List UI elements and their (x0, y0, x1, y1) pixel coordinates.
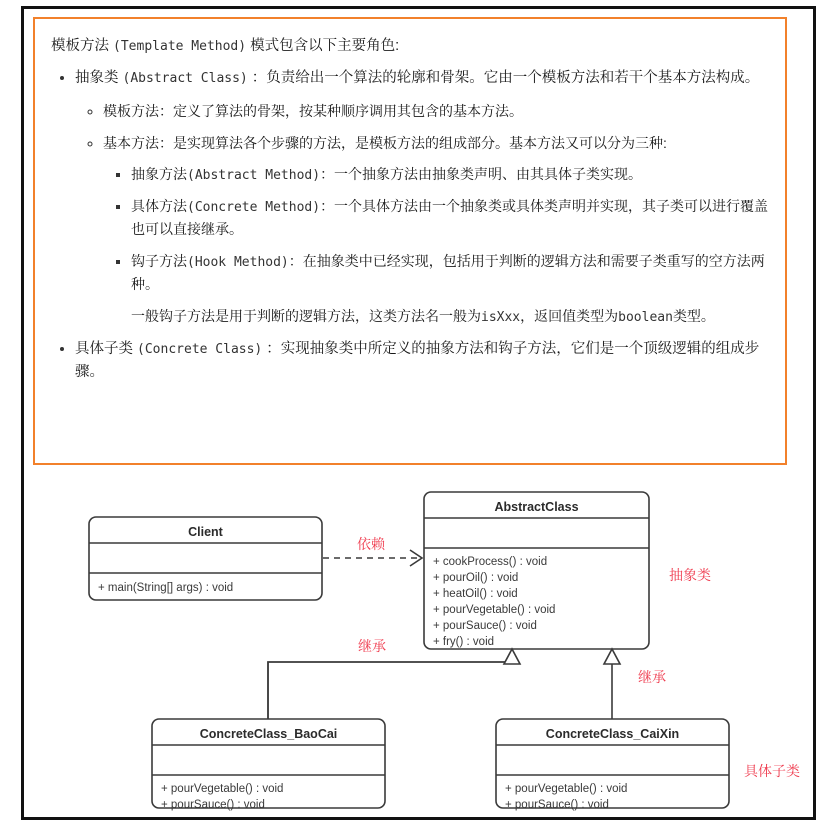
annotation-inherit-left: 继承 (358, 638, 386, 654)
hook-note-code-isxxx: isXxx (481, 309, 521, 325)
hook-note-a: 一般钩子方法是用于判断的逻辑方法，这类方法名一般为 (131, 307, 481, 324)
relation-inheritance-caixin (604, 649, 666, 719)
uml-class-client (89, 517, 322, 600)
kind-concrete-method (131, 195, 771, 241)
hook-note-code-boolean: boolean (618, 309, 673, 325)
baocai-class-name: ConcreteClass_BaoCai (199, 727, 338, 741)
baocai-method-0: + pourVegetable() : void (161, 783, 284, 795)
lead-text-1: 模板方法 (51, 38, 109, 54)
role-abstract-class (75, 67, 771, 327)
annotation-abstract-role: 抽象类 (669, 567, 711, 583)
lead-code-1: (Template Method) (113, 39, 247, 54)
lead-text-2: 模式包含以下主要角色: (250, 38, 400, 54)
kind-abstract-code: (Abstract Method) (187, 168, 321, 184)
kind-abstract-desc: ：一个抽象方法由抽象类声明、由其具体子类实现。 (320, 166, 643, 183)
basic-method-kinds (103, 163, 771, 328)
kind-hook-desc: ：在抽象类中已经实现，包括用于判断的逻辑方法和需要子类重写的空方法两种。 (131, 253, 765, 293)
role-concrete-class (75, 338, 771, 385)
relation-inheritance-baocai (268, 638, 520, 719)
subrole-template-method: ◦ 模板方法：定义了算法的骨架，按某种顺序调用其包含的基本方法。 (103, 100, 771, 123)
abstractclass-method-2: + heatOil() : void (433, 588, 518, 600)
abstract-subroles (75, 100, 771, 328)
hook-note-c: 类型。 (672, 307, 715, 324)
kind-hook-method (131, 250, 771, 328)
annotation-dependency: 依赖 (357, 536, 385, 552)
kind-abstract-title: 抽象方法 (131, 166, 187, 183)
abstractclass-class-name: AbstractClass (494, 500, 579, 514)
uml-class-abstractclass (424, 492, 649, 649)
baocai-method-1: + pourSauce() : void (161, 799, 265, 811)
abstractclass-method-5: + fry() : void (433, 636, 495, 648)
role-concrete-desc: ：实现抽象类中所定义的抽象方法和钩子方法，它们是一个顶级逻辑的组成步骤。 (75, 340, 760, 381)
kind-concrete-code: (Concrete Method) (187, 200, 321, 216)
uml-class-diagram (24, 470, 813, 816)
role-abstract-title: 抽象类 (75, 70, 119, 87)
role-concrete-title: 具体子类 (75, 340, 133, 357)
hook-note-b: ，返回值类型为 (520, 307, 619, 324)
abstractclass-method-1: + pourOil() : void (433, 572, 519, 584)
relation-dependency (323, 536, 422, 566)
caixin-method-0: + pourVegetable() : void (505, 783, 628, 795)
uml-class-concreteclass-baocai (152, 719, 385, 811)
hook-method-note (131, 305, 771, 328)
kind-concrete-desc: ：一个具体方法由一个抽象类或具体类声明并实现，其子类可以进行覆盖也可以直接继承。 (131, 198, 769, 238)
abstractclass-method-3: + pourVegetable() : void (433, 604, 556, 616)
role-abstract-desc: ：负责给出一个算法的轮廓和骨架。它由一个模板方法和若干个基本方法构成。 (251, 70, 760, 87)
kind-hook-title: 钩子方法 (131, 253, 187, 270)
annotation-concrete-role: 具体子类 (744, 763, 800, 779)
role-abstract-code: (Abstract Class) (122, 71, 248, 87)
abstractclass-method-0: + cookProcess() : void (433, 556, 548, 568)
caixin-method-1: + pourSauce() : void (505, 799, 609, 811)
client-method-0: + main(String[] args) : void (98, 582, 234, 594)
role-concrete-code: (Concrete Class) (137, 341, 263, 357)
subrole-basic-method (103, 132, 771, 328)
annotation-inherit-right: 继承 (638, 669, 666, 685)
uml-class-concreteclass-caixin (496, 719, 729, 811)
abstractclass-method-4: + pourSauce() : void (433, 620, 537, 632)
roles-list (49, 67, 771, 384)
kind-concrete-title: 具体方法 (131, 198, 187, 215)
callout-lead (51, 35, 771, 57)
template-method-callout (33, 17, 787, 465)
kind-abstract-method (131, 163, 771, 186)
kind-hook-code: (Hook Method) (187, 255, 289, 271)
caixin-class-name: ConcreteClass_CaiXin (545, 727, 680, 741)
subrole-basic-method-text: 基本方法：是实现算法各个步骤的方法，是模板方法的组成部分。基本方法又可以分为三种: (103, 134, 667, 151)
client-class-name: Client (188, 525, 223, 539)
